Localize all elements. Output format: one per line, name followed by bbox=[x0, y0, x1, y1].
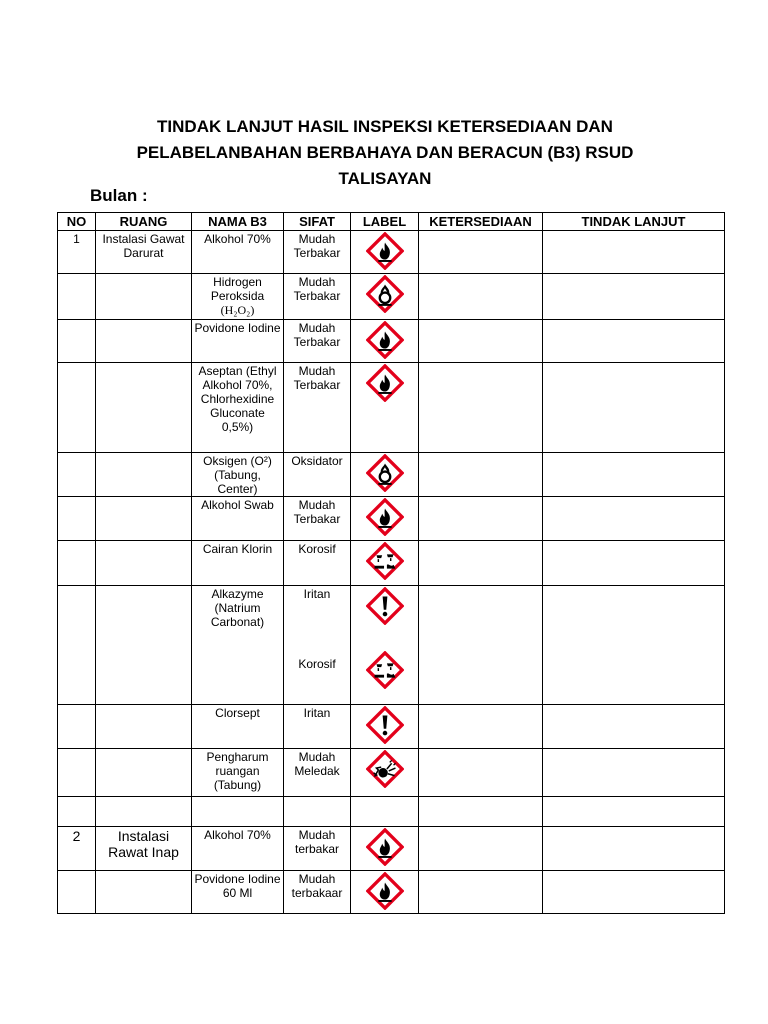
cell-ruang bbox=[96, 586, 192, 705]
flame-icon bbox=[366, 498, 404, 536]
cell-sifat: Mudah Terbakar bbox=[284, 274, 351, 320]
cell-label bbox=[351, 749, 419, 797]
flame-icon bbox=[366, 828, 404, 866]
cell-no bbox=[58, 871, 96, 914]
cell-ketersediaan bbox=[419, 274, 543, 320]
cell-tindak-lanjut bbox=[543, 320, 725, 363]
col-header-no: NO bbox=[58, 213, 96, 231]
cell-no bbox=[58, 749, 96, 797]
cell-tindak-lanjut bbox=[543, 705, 725, 749]
cell-sifat: Mudah Terbakar bbox=[284, 363, 351, 453]
cell-tindak-lanjut bbox=[543, 586, 725, 705]
table-row bbox=[58, 827, 725, 871]
cell-no bbox=[58, 586, 96, 705]
cell-ketersediaan bbox=[419, 497, 543, 541]
cell-ketersediaan bbox=[419, 231, 543, 274]
cell-ketersediaan bbox=[419, 749, 543, 797]
flame-icon bbox=[366, 364, 404, 402]
cell-label bbox=[351, 231, 419, 274]
cell-ketersediaan bbox=[419, 797, 543, 827]
cell-nama-b3: Povidone Iodine 60 Ml bbox=[192, 871, 284, 914]
cell-sifat: Korosif bbox=[284, 541, 351, 586]
table-row bbox=[58, 231, 725, 274]
cell-no bbox=[58, 705, 96, 749]
cell-no: 2 bbox=[58, 827, 96, 871]
flame-over-circle-icon bbox=[366, 275, 404, 313]
col-header-tindak-lanjut: TINDAK LANJUT bbox=[543, 213, 725, 231]
document-title bbox=[90, 114, 680, 192]
table-row bbox=[58, 797, 725, 827]
cell-label bbox=[351, 586, 419, 705]
cell-nama-b3: Cairan Klorin bbox=[192, 541, 284, 586]
cell-nama-b3: Alkazyme (Natrium Carbonat) bbox=[192, 586, 284, 705]
flame-icon bbox=[366, 872, 404, 910]
cell-ketersediaan bbox=[419, 827, 543, 871]
corrosion-icon bbox=[366, 651, 404, 689]
flame-over-circle-icon bbox=[366, 454, 404, 492]
table-row bbox=[58, 749, 725, 797]
cell-tindak-lanjut bbox=[543, 797, 725, 827]
cell-ruang bbox=[96, 541, 192, 586]
cell-sifat bbox=[284, 797, 351, 827]
flame-icon bbox=[366, 232, 404, 270]
cell-no bbox=[58, 274, 96, 320]
exploding-bomb-icon bbox=[366, 750, 404, 788]
table-row bbox=[58, 871, 725, 914]
cell-tindak-lanjut bbox=[543, 749, 725, 797]
cell-no bbox=[58, 363, 96, 453]
cell-sifat bbox=[284, 586, 351, 705]
cell-tindak-lanjut bbox=[543, 871, 725, 914]
cell-ruang bbox=[96, 749, 192, 797]
cell-ruang bbox=[96, 274, 192, 320]
title-line-1: TINDAK LANJUT HASIL INSPEKSI KETERSEDIAAN DAN bbox=[157, 117, 613, 136]
table-row bbox=[58, 586, 725, 705]
nama-b3-text: Hidrogen Peroksida bbox=[210, 275, 265, 303]
flame-icon bbox=[366, 321, 404, 359]
cell-sifat: Mudah Terbakar bbox=[284, 497, 351, 541]
col-header-ruang: RUANG bbox=[96, 213, 192, 231]
cell-ketersediaan bbox=[419, 320, 543, 363]
cell-ruang bbox=[96, 320, 192, 363]
cell-no bbox=[58, 797, 96, 827]
cell-label bbox=[351, 453, 419, 497]
cell-nama-b3 bbox=[192, 274, 284, 320]
cell-nama-b3: Pengharum ruangan (Tabung) bbox=[192, 749, 284, 797]
cell-sifat: Mudah Meledak bbox=[284, 749, 351, 797]
table-header-row bbox=[58, 213, 725, 231]
cell-no bbox=[58, 453, 96, 497]
cell-nama-b3: Clorsept bbox=[192, 705, 284, 749]
col-header-nama-b3: NAMA B3 bbox=[192, 213, 284, 231]
cell-tindak-lanjut bbox=[543, 827, 725, 871]
cell-label bbox=[351, 497, 419, 541]
cell-no bbox=[58, 320, 96, 363]
cell-label bbox=[351, 797, 419, 827]
cell-sifat: Oksidator bbox=[284, 453, 351, 497]
cell-sifat: Mudah Terbakar bbox=[284, 231, 351, 274]
table-row bbox=[58, 320, 725, 363]
cell-no bbox=[58, 497, 96, 541]
bulan-label: Bulan : bbox=[90, 186, 148, 205]
table-row bbox=[58, 497, 725, 541]
col-header-ketersediaan: KETERSEDIAAN bbox=[419, 213, 543, 231]
nama-b3-formula: (H₂O₂) bbox=[220, 303, 255, 317]
cell-nama-b3: Aseptan (Ethyl Alkohol 70%, Chlorhexidine Gluconate 0,5%) bbox=[192, 363, 284, 453]
exclamation-icon bbox=[366, 706, 404, 744]
cell-tindak-lanjut bbox=[543, 363, 725, 453]
cell-ketersediaan bbox=[419, 871, 543, 914]
cell-no bbox=[58, 541, 96, 586]
title-line-3: TALISAYAN bbox=[338, 169, 432, 188]
cell-nama-b3 bbox=[192, 797, 284, 827]
inspection-table bbox=[57, 212, 725, 914]
cell-label bbox=[351, 827, 419, 871]
title-line-2: PELABELANBAHAN BERBAHAYA DAN BERACUN (B3) RSUD bbox=[136, 143, 634, 162]
cell-label bbox=[351, 871, 419, 914]
cell-ruang bbox=[96, 797, 192, 827]
corrosion-icon bbox=[366, 542, 404, 580]
cell-sifat: Mudah terbakar bbox=[284, 827, 351, 871]
cell-tindak-lanjut bbox=[543, 453, 725, 497]
cell-tindak-lanjut bbox=[543, 231, 725, 274]
cell-tindak-lanjut bbox=[543, 274, 725, 320]
cell-ruang bbox=[96, 497, 192, 541]
cell-sifat: Mudah Terbakar bbox=[284, 320, 351, 363]
col-header-label: LABEL bbox=[351, 213, 419, 231]
exclamation-icon bbox=[366, 587, 404, 625]
cell-ketersediaan bbox=[419, 705, 543, 749]
cell-nama-b3: Alkohol 70% bbox=[192, 231, 284, 274]
sifat-text: Iritan bbox=[303, 587, 331, 601]
cell-label bbox=[351, 320, 419, 363]
cell-ketersediaan bbox=[419, 363, 543, 453]
cell-tindak-lanjut bbox=[543, 541, 725, 586]
cell-ketersediaan bbox=[419, 541, 543, 586]
table-row bbox=[58, 705, 725, 749]
cell-nama-b3: Povidone Iodine bbox=[192, 320, 284, 363]
cell-ketersediaan bbox=[419, 453, 543, 497]
cell-no: 1 bbox=[58, 231, 96, 274]
table-row bbox=[58, 541, 725, 586]
cell-ruang bbox=[96, 705, 192, 749]
cell-label bbox=[351, 274, 419, 320]
cell-sifat: Iritan bbox=[284, 705, 351, 749]
cell-label bbox=[351, 541, 419, 586]
table-row bbox=[58, 274, 725, 320]
sifat-text: Korosif bbox=[298, 657, 336, 671]
cell-nama-b3: Alkohol Swab bbox=[192, 497, 284, 541]
table-row bbox=[58, 363, 725, 453]
cell-ruang: Instalasi Rawat Inap bbox=[96, 827, 192, 871]
cell-nama-b3: Alkohol 70% bbox=[192, 827, 284, 871]
col-header-sifat: SIFAT bbox=[284, 213, 351, 231]
cell-ruang bbox=[96, 363, 192, 453]
cell-tindak-lanjut bbox=[543, 497, 725, 541]
cell-nama-b3: Oksigen (O²) (Tabung, Center) bbox=[192, 453, 284, 497]
cell-sifat: Mudah terbakaar bbox=[284, 871, 351, 914]
table-row bbox=[58, 453, 725, 497]
cell-ruang bbox=[96, 453, 192, 497]
cell-ketersediaan bbox=[419, 586, 543, 705]
cell-ruang bbox=[96, 871, 192, 914]
cell-label bbox=[351, 363, 419, 453]
cell-label bbox=[351, 705, 419, 749]
cell-ruang: Instalasi Gawat Darurat bbox=[96, 231, 192, 274]
